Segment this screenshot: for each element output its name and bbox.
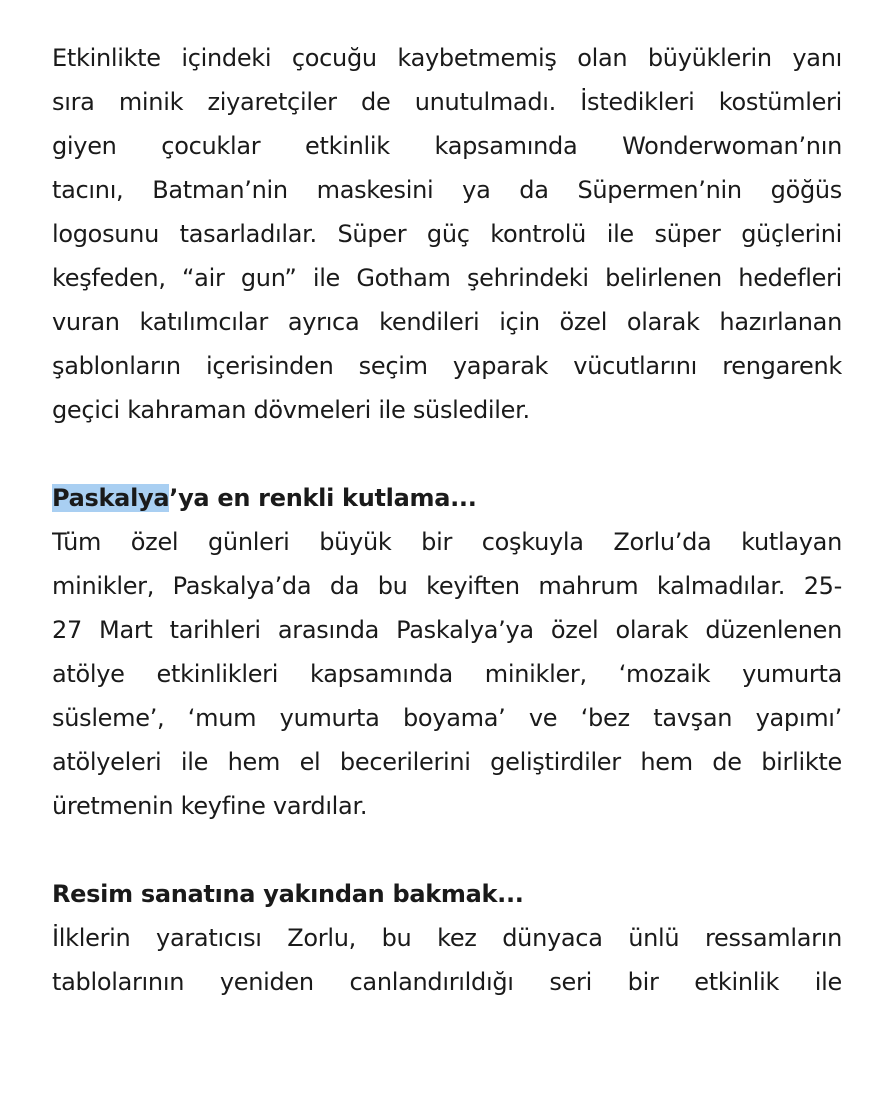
paragraph-superhero-event xyxy=(52,36,842,432)
text-line: tablolarının yeniden canlandırıldığı seri bir etkinlik ile xyxy=(52,968,842,996)
text-line: üretmenin keyfine vardılar. xyxy=(52,792,368,820)
text-line: vuran katılımcılar ayrıca kendileri için özel olarak hazırlanan xyxy=(52,308,842,336)
text-line: İlklerin yaratıcısı Zorlu, bu kez dünyaca ünlü ressamların xyxy=(52,924,842,952)
text-line: geçici kahraman dövmeleri ile süslediler. xyxy=(52,396,530,424)
text-line: Tüm özel günleri büyük bir coşkuyla Zorlu’da kutlayan xyxy=(52,528,842,556)
text-line: atölye etkinlikleri kapsamında minikler, ‘mozaik yumurta xyxy=(52,660,842,688)
paragraph-gap xyxy=(52,828,842,872)
paragraph-easter xyxy=(52,520,842,828)
document-body xyxy=(52,36,842,1004)
text-line: minikler, Paskalya’da da bu keyiften mahrum kalmadılar. 25- xyxy=(52,572,842,600)
heading-text: ’ya en renkli kutlama... xyxy=(169,484,477,512)
text-line: keşfeden, “air gun” ile Gotham şehrindeki belirlenen hedefleri xyxy=(52,264,842,292)
text-line: logosunu tasarladılar. Süper güç kontrolü ile süper güçlerini xyxy=(52,220,842,248)
section-heading-easter xyxy=(52,476,842,520)
text-selection-highlight[interactable]: Paskalya xyxy=(52,484,170,512)
text-line: süsleme’, ‘mum yumurta boyama’ ve ‘bez tavşan yapımı’ xyxy=(52,704,842,732)
text-line: 27 Mart tarihleri arasında Paskalya’ya özel olarak düzenlenen xyxy=(52,616,842,644)
text-line: giyen çocuklar etkinlik kapsamında Wonderwoman’nın xyxy=(52,132,842,160)
text-line: tacını, Batman’nin maskesini ya da Süpermen’nin göğüs xyxy=(52,176,842,204)
section-heading-painting: Resim sanatına yakından bakmak... xyxy=(52,880,524,908)
paragraph-painting xyxy=(52,916,842,1004)
paragraph-gap xyxy=(52,432,842,476)
text-line: Etkinlikte içindeki çocuğu kaybetmemiş olan büyüklerin yanı xyxy=(52,44,842,72)
text-line: atölyeleri ile hem el becerilerini geliştirdiler hem de birlikte xyxy=(52,748,842,776)
text-line: şablonların içerisinden seçim yaparak vücutlarını rengarenk xyxy=(52,352,842,380)
text-line: sıra minik ziyaretçiler de unutulmadı. İstedikleri kostümleri xyxy=(52,88,842,116)
